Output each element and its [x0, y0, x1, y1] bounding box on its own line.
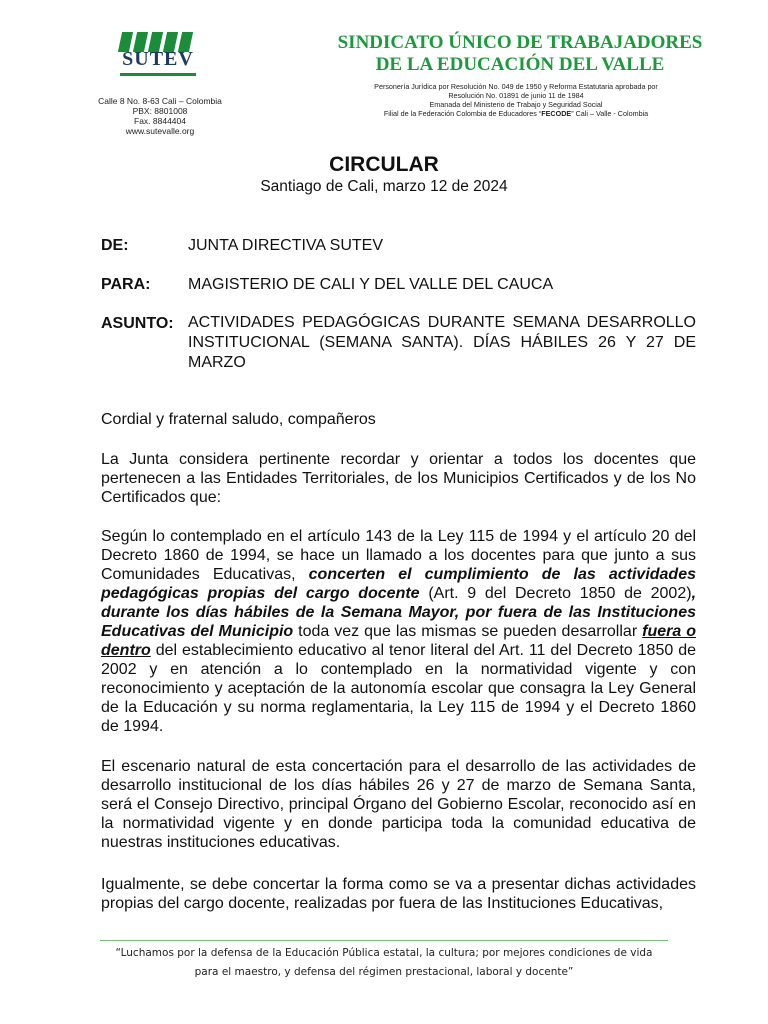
p2-emphasis-dias-habiles: , durante los días hábiles de la Semana Mayor, por fuera de las Instituciones Educativas del Municipio — [101, 585, 697, 640]
footer-motto — [100, 944, 668, 982]
footer-divider — [100, 940, 668, 941]
p2-text-g: del establecimiento educativo al tenor literal del Art. 11 del Decreto 1850 de 2002 y en atención a lo contemplado en la normatividad vigente y con reconocimiento y aceptación de la autonomía escolar que consagra la Ley General de la Educación y su norma reglamentaria, la Ley 115 de 1994 y el Decreto 1860 de 1994. — [101, 642, 696, 735]
legal-fecode: FECODE — [541, 109, 572, 118]
document-date: Santiago de Cali, marzo 12 de 2024 — [260, 178, 508, 195]
footer-line-1: “Luchamos por la defensa de la Educación Pública estatal, la cultura; por mejores condiciones de vida — [115, 947, 653, 959]
legal-line-1: Personería Jurídica por Resolución No. 049 de 1950 y Reforma Estatutaria aprobada por — [374, 82, 658, 91]
org-title-line-1: SINDICATO ÚNICO DE TRABAJADORES — [337, 32, 703, 53]
address-fax: Fax. 8844404 — [134, 116, 186, 126]
asunto-value: ACTIVIDADES PEDAGÓGICAS DURANTE SEMANA DESARROLLO INSTITUCIONAL (SEMANA SANTA). DÍAS HÁBILES 26 Y 27 DE MARZO — [188, 314, 696, 371]
legal-line-4-pre: Filial de la Federación Colombia de Educadores “ — [383, 109, 542, 118]
header-address — [80, 96, 240, 136]
paragraph-2 — [101, 527, 696, 736]
paragraph-3: El escenario natural de esta concertación para el desarrollo de las actividades de desarrollo institucional de los días hábiles 26 y 27 de marzo de Semana Santa, será el Consejo Directivo, principal Órgano del Gobierno Escolar, reconocido así en la normatividad vigente y en donde participa toda la comunidad educativa de nuestras instituciones educativas. — [101, 758, 696, 851]
legal-line-2: Resolución No. 01891 de junio 11 de 1984 — [448, 91, 584, 100]
p2-text-e: toda vez que las mismas se pueden desarrollar — [293, 623, 643, 640]
legal-line-4-post: ” Cali – Valle - Colombia — [571, 109, 649, 118]
legal-info — [346, 82, 686, 118]
legal-line-3: Emanada del Ministerio de Trabajo y Seguridad Social — [429, 100, 603, 109]
organization-title — [320, 32, 720, 76]
legal-line-4 — [346, 109, 686, 118]
de-label: DE: — [101, 237, 129, 254]
address-street: Calle 8 No. 8-63 Cali – Colombia — [98, 96, 222, 106]
address-website: www.sutevalle.org — [125, 126, 195, 136]
asunto-label: ASUNTO: — [101, 315, 174, 332]
para-label: PARA: — [101, 276, 151, 293]
logo-underline — [120, 73, 196, 76]
address-pbx: PBX: 8801008 — [132, 106, 188, 116]
paragraph-4: Igualmente, se debe concertar la forma como se va a presentar dichas actividades propias del cargo docente, realizadas por fuera de las Instituciones Educativas, — [101, 876, 696, 912]
p2-text-a: Según lo contemplado en el artículo 143 de la Ley 115 de 1994 y el artículo 20 del Decreto 1860 de 1994, se hace un llamado a los docentes para que junto a sus Comunidades Educativas, — [101, 528, 696, 583]
org-title-line-2: DE LA EDUCACIÓN DEL VALLE — [375, 54, 665, 75]
de-value: JUNTA DIRECTIVA SUTEV — [188, 237, 383, 254]
para-value: MAGISTERIO DE CALI Y DEL VALLE DEL CAUCA — [188, 276, 554, 293]
document-title: CIRCULAR — [329, 153, 439, 176]
p2-emphasis-fuera-dentro: fuera o dentro — [101, 623, 696, 659]
greeting: Cordial y fraternal saludo, compañeros — [101, 411, 376, 428]
logo-text: SUTEV — [122, 48, 194, 70]
p2-emphasis-concerten: concerten el cumplimiento de las actividades pedagógicas propias del cargo docente — [101, 566, 697, 602]
p2-text-c: (Art. 9 del Decreto 1850 de 2002) — [419, 585, 692, 602]
sutev-logo — [118, 32, 198, 102]
paragraph-1: La Junta considera pertinente recordar y orientar a todos los docentes que pertenecen a las Entidades Territoriales, de los Municipios Certificados y de los No Certificados que: — [101, 451, 696, 506]
footer-line-2: para el maestro, y defensa del régimen prestacional, laboral y docente” — [194, 966, 574, 978]
